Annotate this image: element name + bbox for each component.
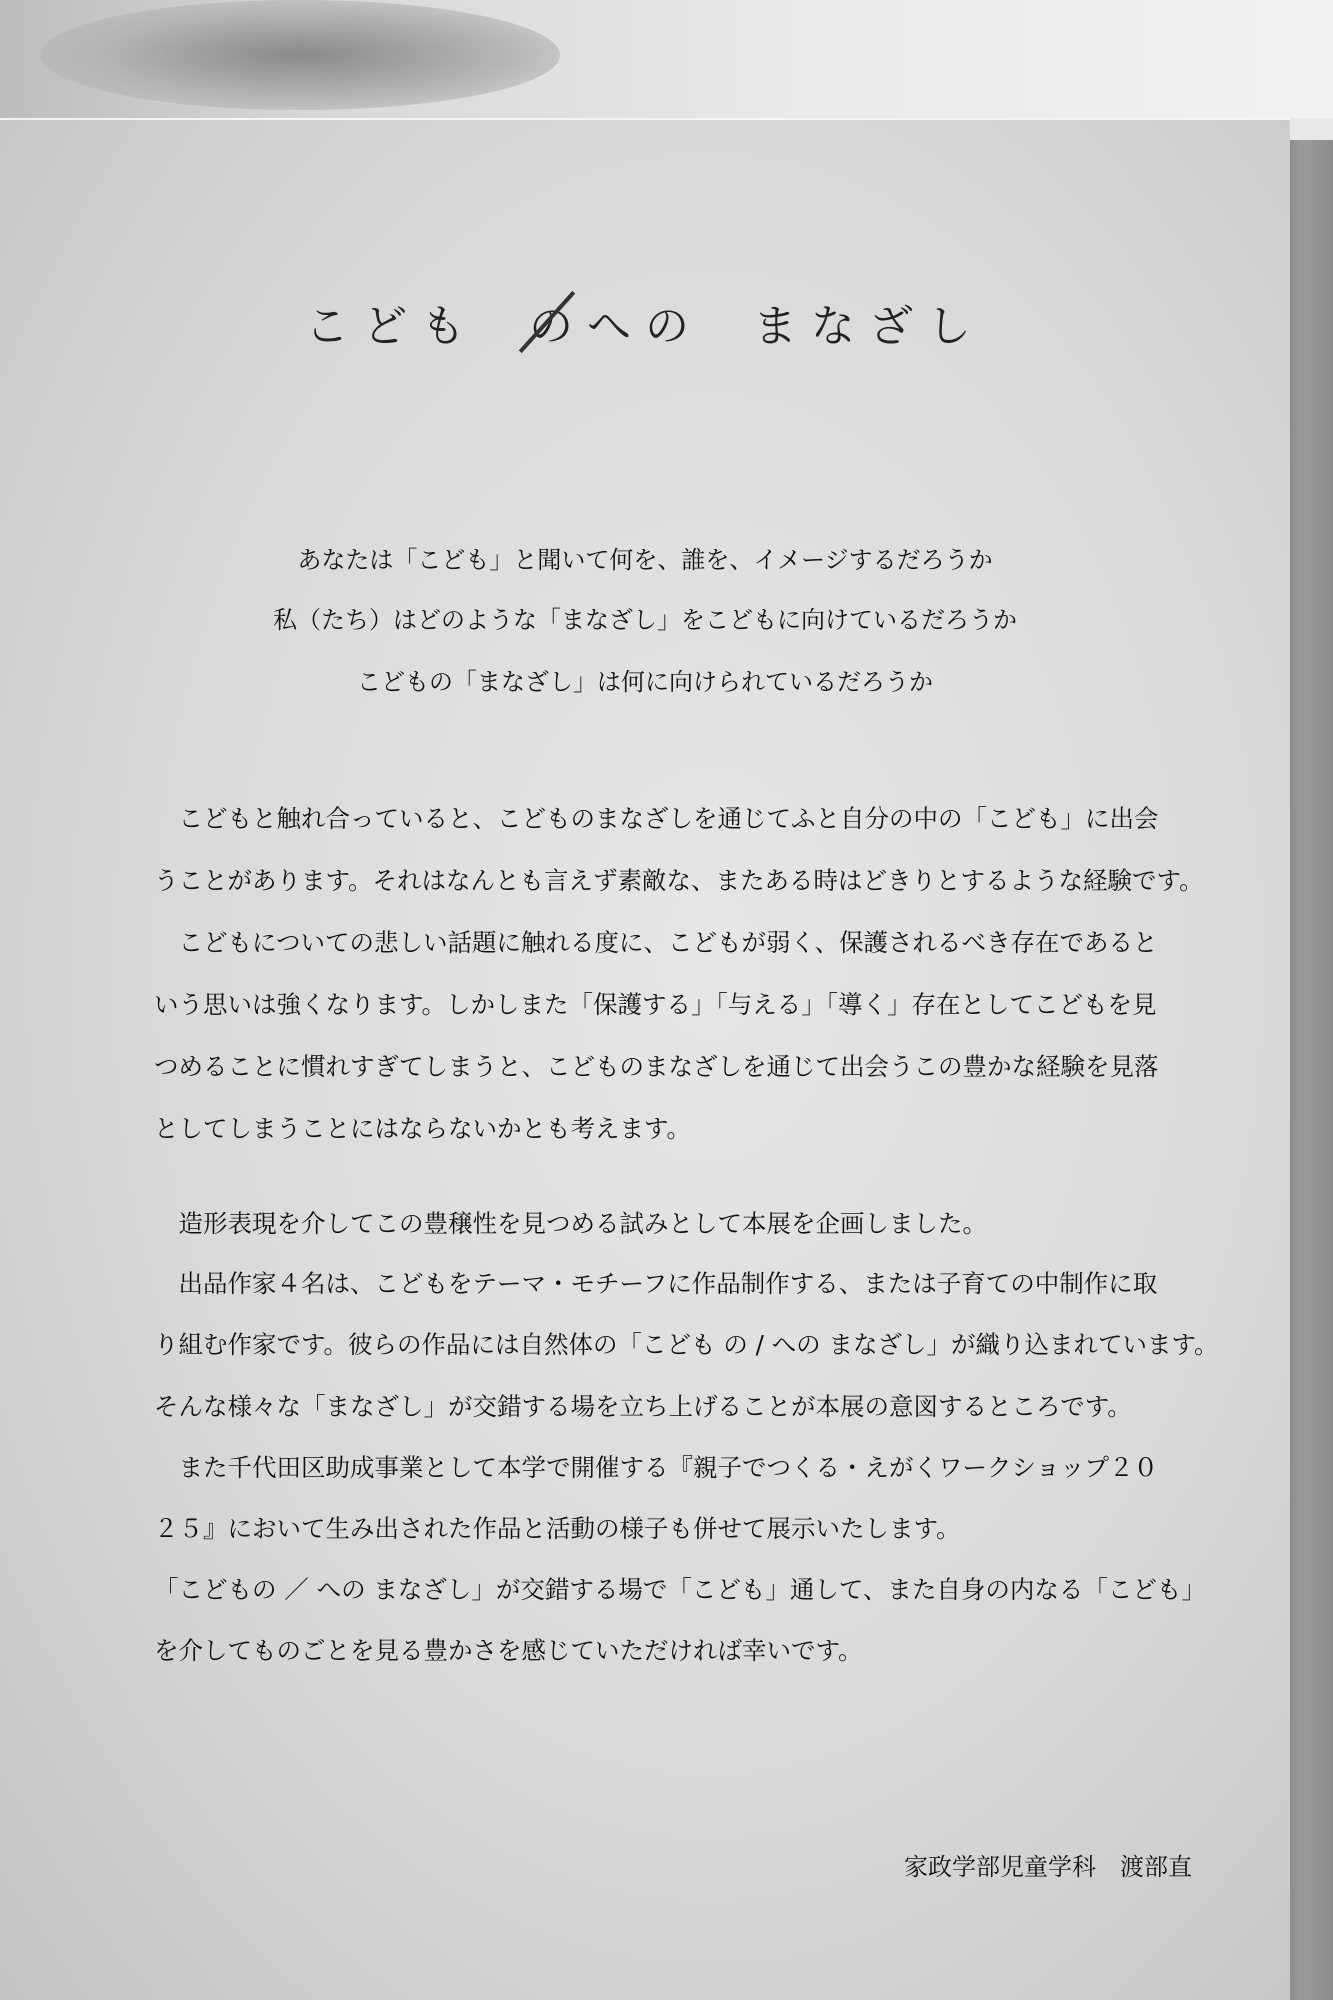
body-line: こどもと触れ合っていると、こどものまなざしを通じてふと自分の中の「こども」に出会 [154,804,1159,833]
body-line: つめることに慣れすぎてしまうと、こどものまなざしを通じて出会うこの豊かな経験を見落 [154,1052,1159,1081]
page-title [0,290,1290,354]
body-line: そんな様々な「まなざし」が交錯する場を立ち上げることが本展の意図するところです。 [154,1392,1132,1421]
title-part-manazashi: まなざし [753,301,985,352]
body-line: ２５』において生み出された作品と活動の様子も併せて展示いたします。 [154,1514,961,1543]
title-part-kodomo: こども [305,301,479,352]
body-line: としてしまうことにはならないかとも考えます。 [154,1114,692,1143]
body-line: 造形表現を介してこの豊穣性を見つめる試みとして本展を企画しました。 [154,1209,987,1238]
body-line: いう思いは強くなります。しかしまた「保護する」「与える」「導く」存在としてこどもを見 [154,990,1157,1019]
body-line: また千代田区助成事業として本学で開催する『親子でつくる・えがくワークショップ２０ [154,1453,1159,1482]
body-line: り組む作家です。彼らの作品には自然体の「こども の / への まなざし」が織り込まれています。 [154,1330,1219,1359]
body-line: を介してものごとを見る豊かさを感じていただければ幸いです。 [154,1636,863,1665]
title-no-slash-group [529,290,587,354]
blurred-object [40,0,560,110]
intro-line-1: あなたは「こども」と聞いて何を、誰を、イメージするだろうか [297,546,993,574]
intro-line-2: 私（たち）はどのような「まなざし」をこどもに向けているだろうか [273,606,1017,634]
author-signature: 家政学部児童学科 渡部直 [904,1853,1192,1881]
title-part-heno: への [587,301,703,352]
body-line: 出品作家４名は、こどもをテーマ・モチーフに作品制作する、または子育ての中制作に取 [154,1269,1158,1298]
body-line: こどもについての悲しい話題に触れる度に、こどもが弱く、保護されるべき存在であると [154,928,1158,957]
intro-line-3: こどもの「まなざし」は何に向けられているだろうか [357,668,933,696]
body-line: うことがあります。それはなんとも言えず素敵な、またある時はどきりとするような経験です。 [154,866,1204,895]
title-part-no: の [529,301,587,352]
body-line: 「こどもの ／ への まなざし」が交錯する場で「こども」通して、また自身の内なる「こども」 [154,1575,1206,1604]
